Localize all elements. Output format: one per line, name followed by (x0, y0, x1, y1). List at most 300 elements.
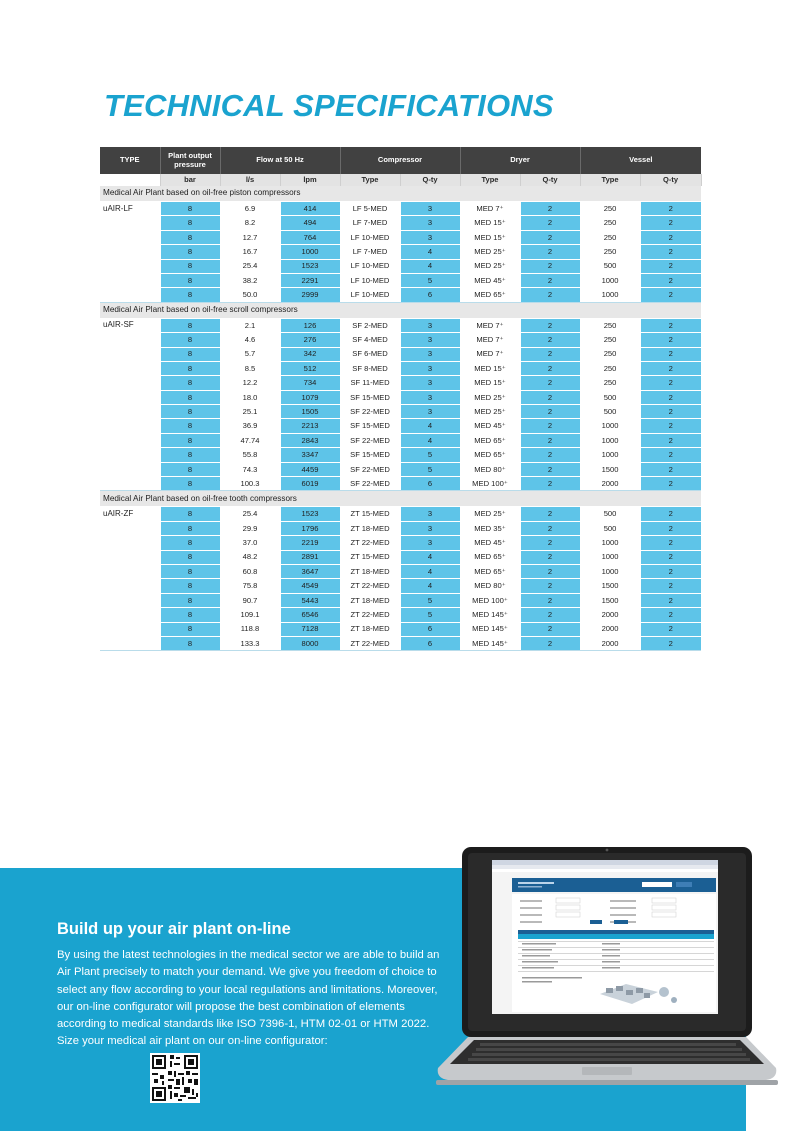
table-cell: 2 (640, 376, 701, 390)
table-cell: 2 (640, 507, 701, 521)
table-cell: 2 (640, 347, 701, 361)
table-cell: 2 (520, 579, 580, 593)
table-row (100, 636, 701, 650)
table-cell: 126 (280, 318, 340, 332)
table-cell: MED 100⁺ (460, 477, 520, 491)
group-heading: Medical Air Plant based on oil-free piston compressors (100, 186, 701, 202)
table-cell: 2291 (280, 273, 340, 287)
unit-ls: l/s (220, 174, 280, 186)
table-cell: 3 (400, 536, 460, 550)
table-cell: 1000 (580, 536, 640, 550)
header-vessel: Vessel (580, 147, 701, 174)
group-heading-row (100, 186, 701, 202)
table-cell: 1000 (580, 273, 640, 287)
table-cell: 8 (160, 462, 220, 476)
table-cell: MED 80⁺ (460, 579, 520, 593)
table-cell: 2 (520, 333, 580, 347)
table-cell: 250 (580, 333, 640, 347)
table-cell: MED 145⁺ (460, 622, 520, 636)
table-cell: 2000 (580, 622, 640, 636)
table-row (100, 536, 701, 550)
table-cell: 8 (160, 318, 220, 332)
table-cell: 8 (160, 448, 220, 462)
table-cell: 2 (520, 202, 580, 216)
unit-compressor-type: Type (340, 174, 400, 186)
table-cell: 18.0 (220, 390, 280, 404)
table-row (100, 462, 701, 476)
table-cell: 37.0 (220, 536, 280, 550)
unit-bar: bar (160, 174, 220, 186)
table-cell: SF 4-MED (340, 333, 400, 347)
table-cell: 2.1 (220, 318, 280, 332)
unit-blank (100, 174, 160, 186)
table-cell: 2 (640, 608, 701, 622)
table-cell: 2 (640, 536, 701, 550)
table-cell: SF 2-MED (340, 318, 400, 332)
type-cell (100, 419, 160, 433)
table-cell: 2 (640, 433, 701, 447)
table-cell: 2 (520, 564, 580, 578)
group-heading: Medical Air Plant based on oil-free scroll compressors (100, 302, 701, 318)
table-cell: MED 25⁺ (460, 390, 520, 404)
table-row (100, 608, 701, 622)
table-cell: 5 (400, 593, 460, 607)
table-cell: MED 25⁺ (460, 507, 520, 521)
table-cell: SF 8-MED (340, 361, 400, 375)
table-cell: 8 (160, 390, 220, 404)
table-cell: 8 (160, 273, 220, 287)
table-cell: MED 7⁺ (460, 347, 520, 361)
type-cell (100, 405, 160, 419)
page-title: TECHNICAL SPECIFICATIONS (104, 88, 554, 123)
unit-vessel-type: Type (580, 174, 640, 186)
table-cell: 8000 (280, 636, 340, 650)
table-cell: 8 (160, 593, 220, 607)
table-cell: 2 (520, 347, 580, 361)
header-pressure: Plant output pressure (160, 147, 220, 174)
table-cell: 500 (580, 521, 640, 535)
table-cell: 3 (400, 216, 460, 230)
header-compressor: Compressor (340, 147, 460, 174)
table-cell: 2 (520, 273, 580, 287)
type-cell: uAIR-ZF (100, 507, 160, 521)
table-cell: 2213 (280, 419, 340, 433)
table-cell: 250 (580, 202, 640, 216)
type-cell (100, 216, 160, 230)
table-cell: LF 10-MED (340, 288, 400, 302)
type-cell (100, 536, 160, 550)
table-cell: 25.4 (220, 259, 280, 273)
table-cell: 2 (520, 216, 580, 230)
table-cell: 764 (280, 230, 340, 244)
table-cell: 4549 (280, 579, 340, 593)
table-cell: MED 25⁺ (460, 245, 520, 259)
table-cell: 1523 (280, 507, 340, 521)
table-cell: 1000 (580, 550, 640, 564)
table-cell: 8 (160, 361, 220, 375)
table-cell: 2 (520, 230, 580, 244)
table-cell: 7128 (280, 622, 340, 636)
type-cell (100, 608, 160, 622)
table-cell: 25.4 (220, 507, 280, 521)
table-row (100, 419, 701, 433)
table-cell: SF 22-MED (340, 462, 400, 476)
table-row (100, 361, 701, 375)
table-cell: 250 (580, 347, 640, 361)
table-cell: 2 (520, 550, 580, 564)
table-cell: 2 (520, 245, 580, 259)
table-cell: 4 (400, 433, 460, 447)
table-cell: 118.8 (220, 622, 280, 636)
table-cell: 2 (520, 636, 580, 650)
type-cell (100, 579, 160, 593)
type-cell (100, 333, 160, 347)
table-cell: LF 7-MED (340, 245, 400, 259)
promo-heading: Build up your air plant on-line (57, 920, 291, 938)
table-cell: 8 (160, 216, 220, 230)
table-cell: LF 10-MED (340, 273, 400, 287)
table-row (100, 288, 701, 302)
table-cell: MED 15⁺ (460, 376, 520, 390)
table-cell: 8 (160, 579, 220, 593)
table-cell: 8 (160, 245, 220, 259)
table-cell: 250 (580, 245, 640, 259)
table-cell: 3 (400, 507, 460, 521)
table-cell: 1000 (580, 288, 640, 302)
table-cell: 2 (520, 390, 580, 404)
table-cell: MED 45⁺ (460, 273, 520, 287)
table-cell: 342 (280, 347, 340, 361)
table-cell: 6 (400, 477, 460, 491)
table-cell: LF 10-MED (340, 230, 400, 244)
type-cell (100, 376, 160, 390)
table-cell: 5 (400, 462, 460, 476)
table-cell: 1500 (580, 579, 640, 593)
table-cell: 734 (280, 376, 340, 390)
table-cell: MED 25⁺ (460, 405, 520, 419)
type-cell (100, 593, 160, 607)
table-row (100, 245, 701, 259)
table-row (100, 390, 701, 404)
table-header-row (100, 147, 701, 174)
table-cell: SF 15-MED (340, 390, 400, 404)
table-cell: 4459 (280, 462, 340, 476)
unit-lpm: lpm (280, 174, 340, 186)
table-row (100, 579, 701, 593)
type-cell (100, 564, 160, 578)
table-cell: 100.3 (220, 477, 280, 491)
table-cell: 8 (160, 433, 220, 447)
unit-dryer-qty: Q-ty (520, 174, 580, 186)
table-cell: 75.8 (220, 579, 280, 593)
table-cell: MED 45⁺ (460, 536, 520, 550)
table-cell: 8 (160, 521, 220, 535)
table-cell: 3 (400, 202, 460, 216)
table-cell: 1000 (580, 419, 640, 433)
table-cell: 38.2 (220, 273, 280, 287)
table-cell: SF 11-MED (340, 376, 400, 390)
type-cell (100, 622, 160, 636)
table-cell: MED 80⁺ (460, 462, 520, 476)
type-cell (100, 390, 160, 404)
type-cell (100, 550, 160, 564)
table-cell: 2 (640, 318, 701, 332)
table-cell: LF 5-MED (340, 202, 400, 216)
qr-code-icon[interactable] (150, 1053, 200, 1103)
table-cell: 3 (400, 347, 460, 361)
table-cell: 8 (160, 477, 220, 491)
table-cell: 8.5 (220, 361, 280, 375)
table-cell: 5 (400, 448, 460, 462)
table-cell: 8 (160, 636, 220, 650)
table-cell: SF 6-MED (340, 347, 400, 361)
table-cell: ZT 22-MED (340, 579, 400, 593)
table-cell: SF 22-MED (340, 433, 400, 447)
table-cell: 8 (160, 405, 220, 419)
unit-vessel-qty: Q-ty (640, 174, 701, 186)
table-cell: MED 7⁺ (460, 202, 520, 216)
type-cell: uAIR-SF (100, 318, 160, 332)
table-cell: 3 (400, 361, 460, 375)
group-heading-row (100, 302, 701, 318)
table-cell: MED 100⁺ (460, 593, 520, 607)
table-cell: SF 15-MED (340, 419, 400, 433)
table-cell: MED 65⁺ (460, 433, 520, 447)
table-row (100, 216, 701, 230)
table-cell: 2 (520, 507, 580, 521)
table-cell: 6546 (280, 608, 340, 622)
table-cell: LF 7-MED (340, 216, 400, 230)
table-cell: 2 (640, 202, 701, 216)
table-cell: 50.0 (220, 288, 280, 302)
table-cell: SF 15-MED (340, 448, 400, 462)
table-cell: 1000 (580, 433, 640, 447)
table-cell: 55.8 (220, 448, 280, 462)
table-cell: 8 (160, 536, 220, 550)
type-cell (100, 433, 160, 447)
table-cell: 5 (400, 273, 460, 287)
table-cell: 6 (400, 288, 460, 302)
table-cell: 2843 (280, 433, 340, 447)
table-cell: 2 (640, 273, 701, 287)
table-row (100, 376, 701, 390)
table-row (100, 230, 701, 244)
table-cell: 2 (640, 636, 701, 650)
table-cell: MED 145⁺ (460, 608, 520, 622)
table-cell: 1796 (280, 521, 340, 535)
table-cell: 4 (400, 564, 460, 578)
table-cell: ZT 22-MED (340, 536, 400, 550)
table-body (100, 186, 701, 651)
table-row (100, 550, 701, 564)
table-cell: 2 (640, 593, 701, 607)
table-cell: 4 (400, 550, 460, 564)
table-cell: 25.1 (220, 405, 280, 419)
table-cell: 1000 (280, 245, 340, 259)
table-cell: 2219 (280, 536, 340, 550)
type-cell (100, 347, 160, 361)
table-cell: 2 (640, 419, 701, 433)
table-cell: ZT 15-MED (340, 507, 400, 521)
table-cell: MED 145⁺ (460, 636, 520, 650)
header-flow: Flow at 50 Hz (220, 147, 340, 174)
table-cell: MED 7⁺ (460, 318, 520, 332)
table-cell: 8 (160, 202, 220, 216)
table-cell: 36.9 (220, 419, 280, 433)
type-cell (100, 462, 160, 476)
table-cell: 250 (580, 318, 640, 332)
table-row (100, 333, 701, 347)
table-cell: ZT 22-MED (340, 608, 400, 622)
table-cell: 47.74 (220, 433, 280, 447)
type-cell (100, 245, 160, 259)
table-cell: 5.7 (220, 347, 280, 361)
table-row (100, 521, 701, 535)
table-cell: 2 (640, 390, 701, 404)
type-cell (100, 448, 160, 462)
header-dryer: Dryer (460, 147, 580, 174)
table-cell: 2 (520, 318, 580, 332)
group-heading: Medical Air Plant based on oil-free tooth compressors (100, 491, 701, 507)
table-cell: 3 (400, 376, 460, 390)
table-cell: 12.2 (220, 376, 280, 390)
table-cell: 3 (400, 230, 460, 244)
table-cell: MED 7⁺ (460, 333, 520, 347)
table-cell: 3647 (280, 564, 340, 578)
table-cell: 8 (160, 608, 220, 622)
type-cell (100, 361, 160, 375)
table-cell: 3 (400, 390, 460, 404)
table-row (100, 593, 701, 607)
table-cell: 8 (160, 507, 220, 521)
table-cell: 8 (160, 333, 220, 347)
table-row (100, 433, 701, 447)
table-cell: 512 (280, 361, 340, 375)
table-row (100, 202, 701, 216)
table-cell: ZT 18-MED (340, 622, 400, 636)
unit-compressor-qty: Q-ty (400, 174, 460, 186)
type-cell: uAIR-LF (100, 202, 160, 216)
type-cell (100, 230, 160, 244)
table-cell: 4.6 (220, 333, 280, 347)
table-row (100, 347, 701, 361)
table-cell: 2 (520, 448, 580, 462)
table-cell: SF 22-MED (340, 477, 400, 491)
table-cell: ZT 15-MED (340, 550, 400, 564)
table-cell: 74.3 (220, 462, 280, 476)
table-cell: 29.9 (220, 521, 280, 535)
table-row (100, 477, 701, 491)
table-cell: 4 (400, 419, 460, 433)
table-cell: 2 (520, 622, 580, 636)
table-cell: 500 (580, 259, 640, 273)
table-cell: 6.9 (220, 202, 280, 216)
table-cell: 2 (640, 521, 701, 535)
unit-dryer-type: Type (460, 174, 520, 186)
table-row (100, 259, 701, 273)
table-units-row (100, 174, 701, 186)
table-cell: 1500 (580, 593, 640, 607)
table-cell: 494 (280, 216, 340, 230)
table-cell: ZT 18-MED (340, 521, 400, 535)
table-cell: 2 (640, 579, 701, 593)
table-cell: 2 (520, 462, 580, 476)
table-cell: ZT 22-MED (340, 636, 400, 650)
table-cell: 8 (160, 550, 220, 564)
table-cell: 2 (520, 593, 580, 607)
table-cell: 1500 (580, 462, 640, 476)
type-cell (100, 521, 160, 535)
table-row (100, 318, 701, 332)
table-cell: 8 (160, 288, 220, 302)
table-cell: MED 15⁺ (460, 361, 520, 375)
table-cell: 109.1 (220, 608, 280, 622)
table-cell: 1079 (280, 390, 340, 404)
table-cell: SF 22-MED (340, 405, 400, 419)
table-cell: 8 (160, 259, 220, 273)
table-cell: MED 65⁺ (460, 448, 520, 462)
table-cell: 16.7 (220, 245, 280, 259)
table-cell: 2 (640, 477, 701, 491)
table-cell: MED 65⁺ (460, 550, 520, 564)
table-cell: 48.2 (220, 550, 280, 564)
table-cell: 4 (400, 579, 460, 593)
table-cell: 3 (400, 318, 460, 332)
table-cell: 2 (640, 448, 701, 462)
table-cell: 250 (580, 230, 640, 244)
spec-table (100, 147, 702, 651)
table-row (100, 507, 701, 521)
table-cell: 6 (400, 636, 460, 650)
table-cell: 2 (520, 477, 580, 491)
table-cell: 2 (520, 361, 580, 375)
table-cell: 3 (400, 333, 460, 347)
table-cell: 2 (640, 333, 701, 347)
table-cell: 2 (520, 536, 580, 550)
table-cell: 8.2 (220, 216, 280, 230)
group-heading-row (100, 491, 701, 507)
table-cell: 250 (580, 376, 640, 390)
table-cell: ZT 18-MED (340, 564, 400, 578)
table-cell: 133.3 (220, 636, 280, 650)
table-row (100, 448, 701, 462)
table-cell: MED 65⁺ (460, 564, 520, 578)
table-cell: 2 (640, 259, 701, 273)
promo-body: By using the latest technologies in the medical sector we are able to build an Air Plant precisely to match your demand. We give you freedom of choice to select any flow according to your local regulations and limitations. Moreover, our on-line configurator will propose the best combination of elements according to medical standards like ISO 7396-1, HTM 02-01 or HTM 2022. Size your medical air plant on our on-line configurator: (57, 949, 440, 1048)
table-cell: 60.8 (220, 564, 280, 578)
laptop-screenshot-icon (430, 842, 782, 1092)
table-cell: MED 45⁺ (460, 419, 520, 433)
table-cell: 8 (160, 230, 220, 244)
table-cell: 3 (400, 521, 460, 535)
table-cell: 276 (280, 333, 340, 347)
table-cell: 2 (520, 405, 580, 419)
table-cell: 12.7 (220, 230, 280, 244)
table-cell: 500 (580, 405, 640, 419)
table-cell: 5 (400, 608, 460, 622)
table-cell: ZT 18-MED (340, 593, 400, 607)
table-cell: 3347 (280, 448, 340, 462)
table-row (100, 622, 701, 636)
table-cell: 2 (520, 419, 580, 433)
table-row (100, 564, 701, 578)
type-cell (100, 273, 160, 287)
table-cell: 6 (400, 622, 460, 636)
table-cell: 500 (580, 390, 640, 404)
table-row (100, 405, 701, 419)
table-cell: 2 (640, 361, 701, 375)
table-cell: 2 (520, 521, 580, 535)
